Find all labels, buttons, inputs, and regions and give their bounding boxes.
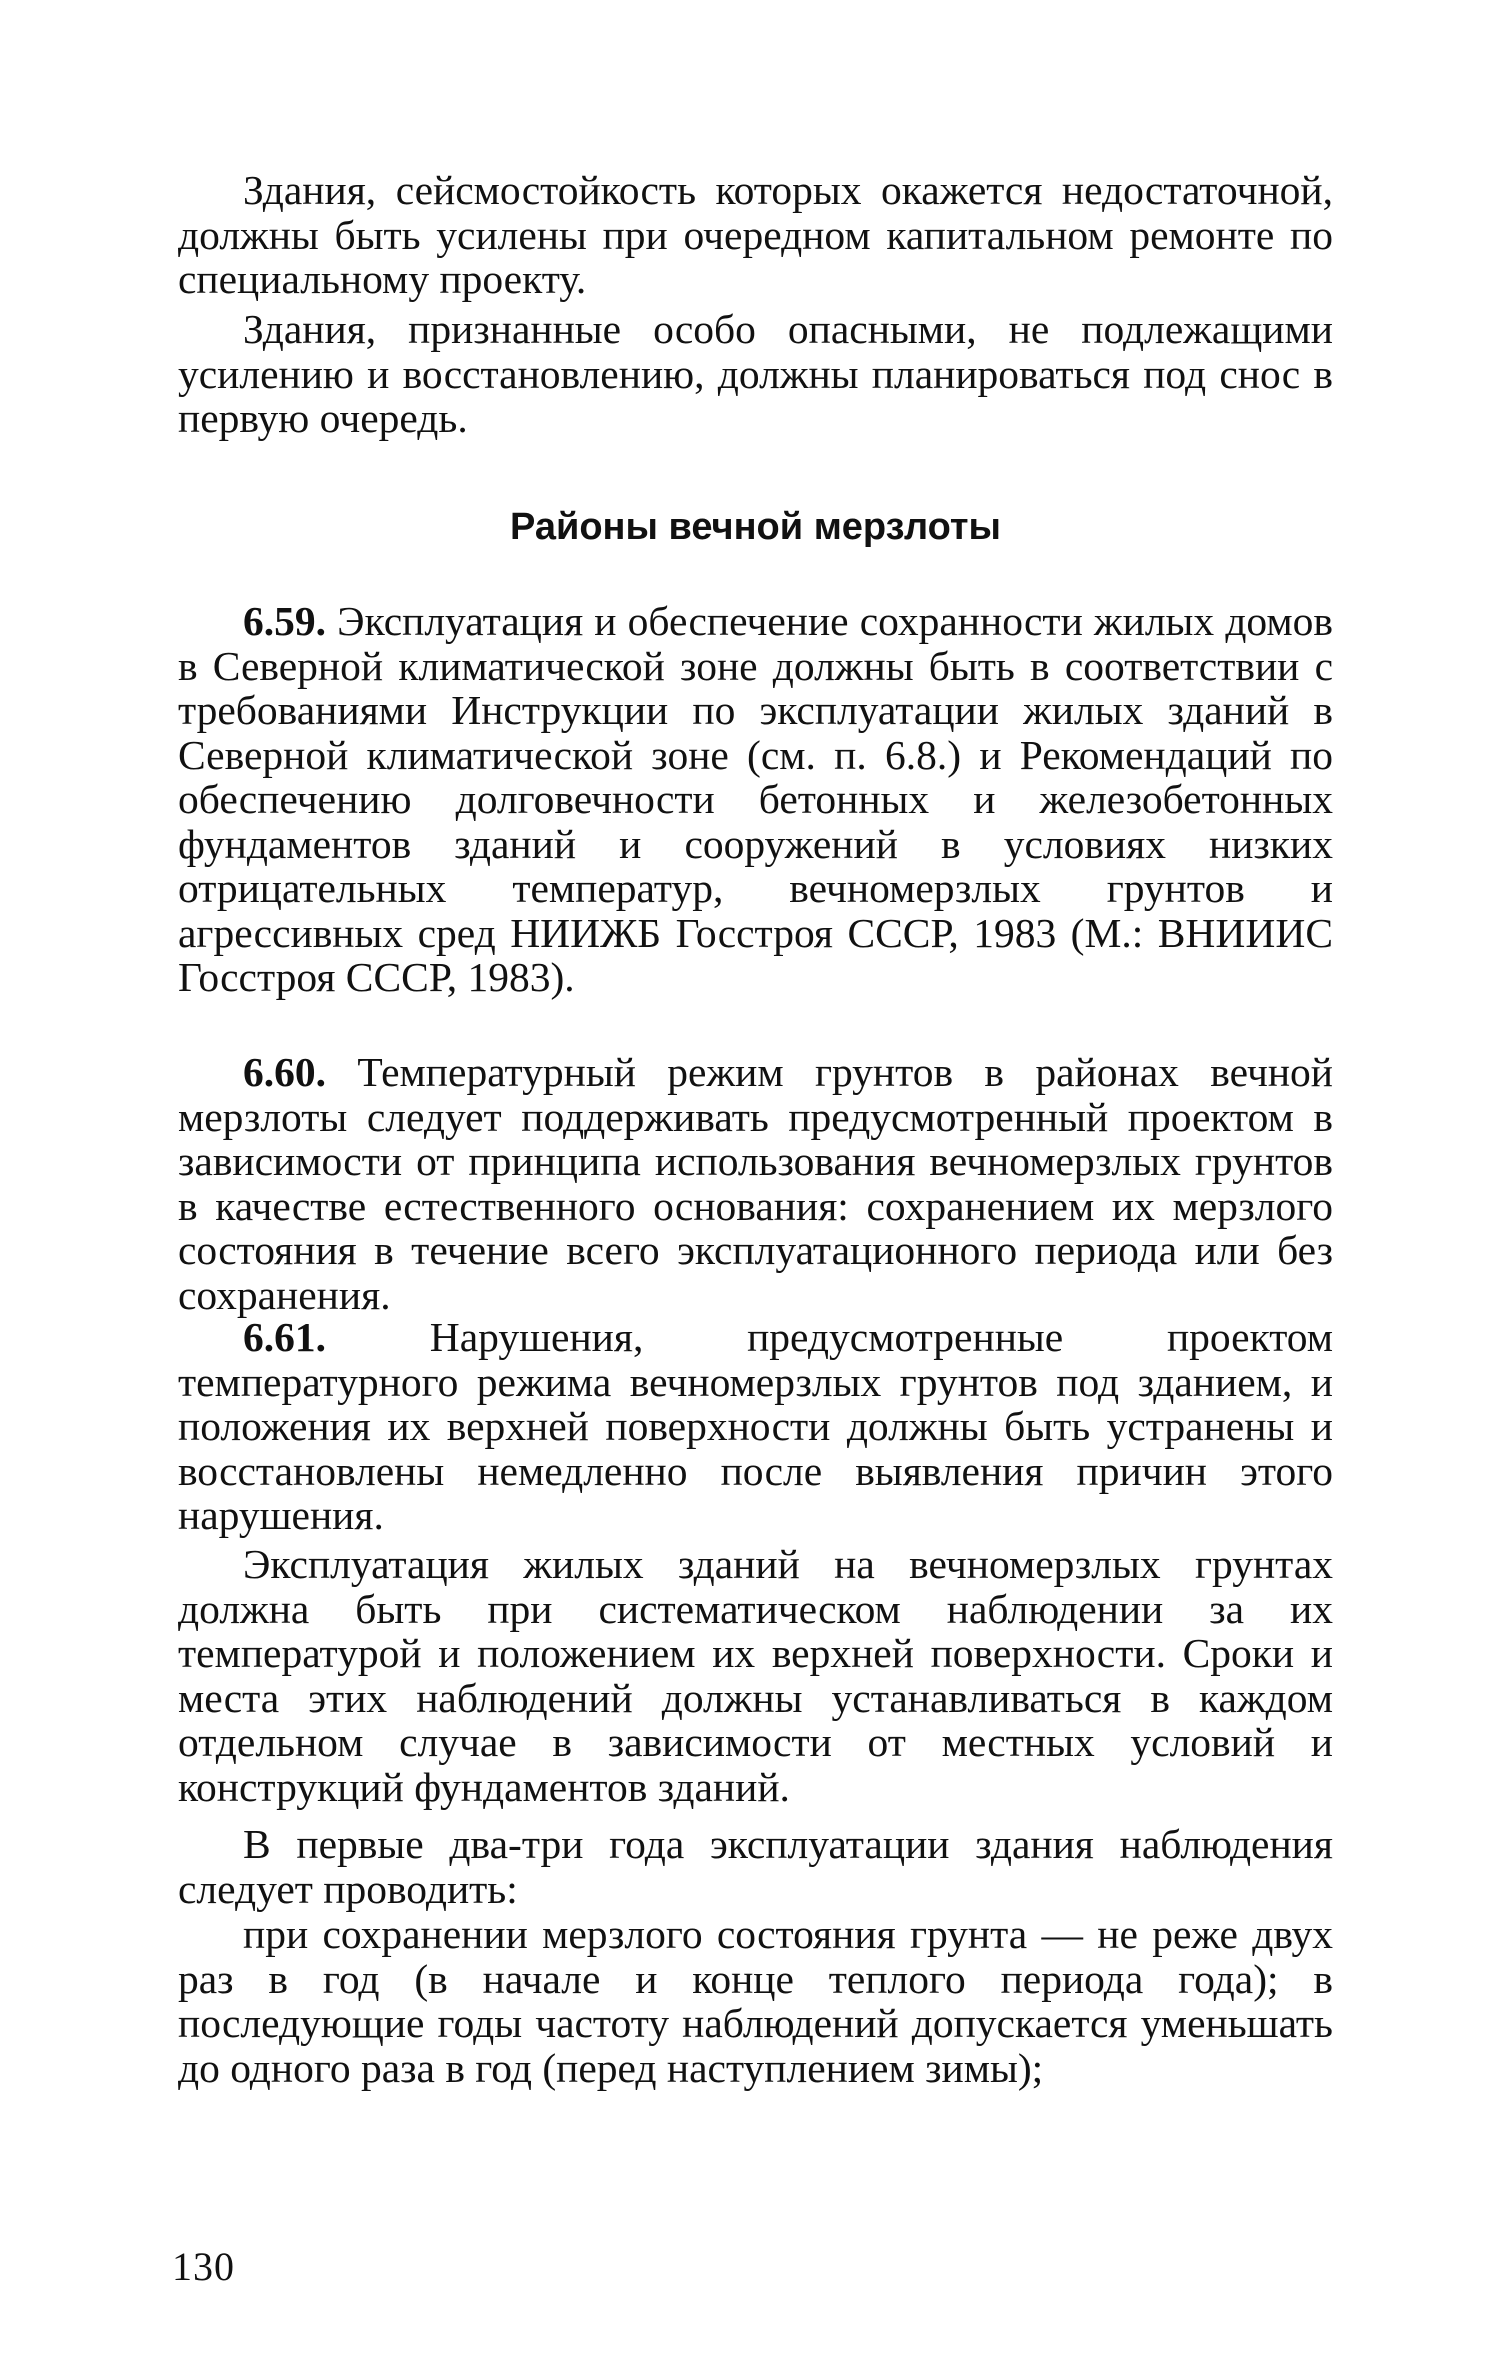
item-text: Эксплуатация и обеспечение сохранности жилых домов в Северной климатической зоне должны быть в соответствии с требованиями Инструкции по эксплуатации жилых зданий в Северной климатической зоне (см. п. 6.8.) и Рекомендаций по обеспечению долговечности бетонных и железобетонных фундаментов зданий и сооружений в условиях низких отрицательных температур, вечномерзлых грунтов и агрессивных сред НИИЖБ Госстроя СССР, 1983 (М.: ВНИИИС Госстроя СССР, 1983). [178,598,1333,1000]
item-text: Нарушения, предусмотренные проектом температурного режима вечномерзлых грунтов под зданием, и положения их верхней поверхности должны быть устранены и восстановлены немедленно после выявления причин этого нарушения. [178,1314,1334,1538]
item-number: 6.59. [243,598,326,644]
paragraph-frozen-state: при сохранении мерзлого состояния грунта — не реже двух раз в год (в начале и конце теплого периода года); в последующие годы частоту наблюдений допускается уменьшать до одного раза в год (перед наступлением зимы); [178,1911,1333,2091]
item-6-59 [178,599,1333,1000]
item-text: Температурный режим грунтов в районах вечной мерзлоты следует поддерживать предусмотренный проектом в зависимости от принципа использования вечномерзлых грунтов в качестве естественного основания: сохранением их мерзлого состояния в течение всего эксплуатационного периода или без сохранения. [178,1049,1333,1318]
section-heading: Районы вечной мерзлоты [509,506,1001,548]
item-number: 6.60. [243,1049,326,1095]
paragraph-seismic-reinforcement: Здания, сейсмостойкость которых окажется недостаточной, должны быть усилены при очередном капитальном ремонте по специальному проекту. [178,167,1333,302]
paragraph-dangerous-buildings: Здания, признанные особо опасными, не подлежащими усилению и восстановлению, должны планироваться под снос в первую очередь. [178,306,1333,441]
item-6-61 [178,1315,1333,1538]
paragraph-permafrost-monitoring: Эксплуатация жилых зданий на вечномерзлых грунтах должна быть при систематическом наблюдении за их температурой и положением их верхней поверхности. Сроки и места этих наблюдений должны устанавливаться в каждом отдельном случае в зависимости от местных условий и конструкций фундаментов зданий. [178,1541,1333,1810]
paragraph-first-years: В первые два-три года эксплуатации здания наблюдения следует проводить: [178,1821,1333,1912]
page-number: 130 [172,2244,235,2289]
item-6-60 [178,1050,1333,1317]
item-number: 6.61. [243,1314,326,1360]
